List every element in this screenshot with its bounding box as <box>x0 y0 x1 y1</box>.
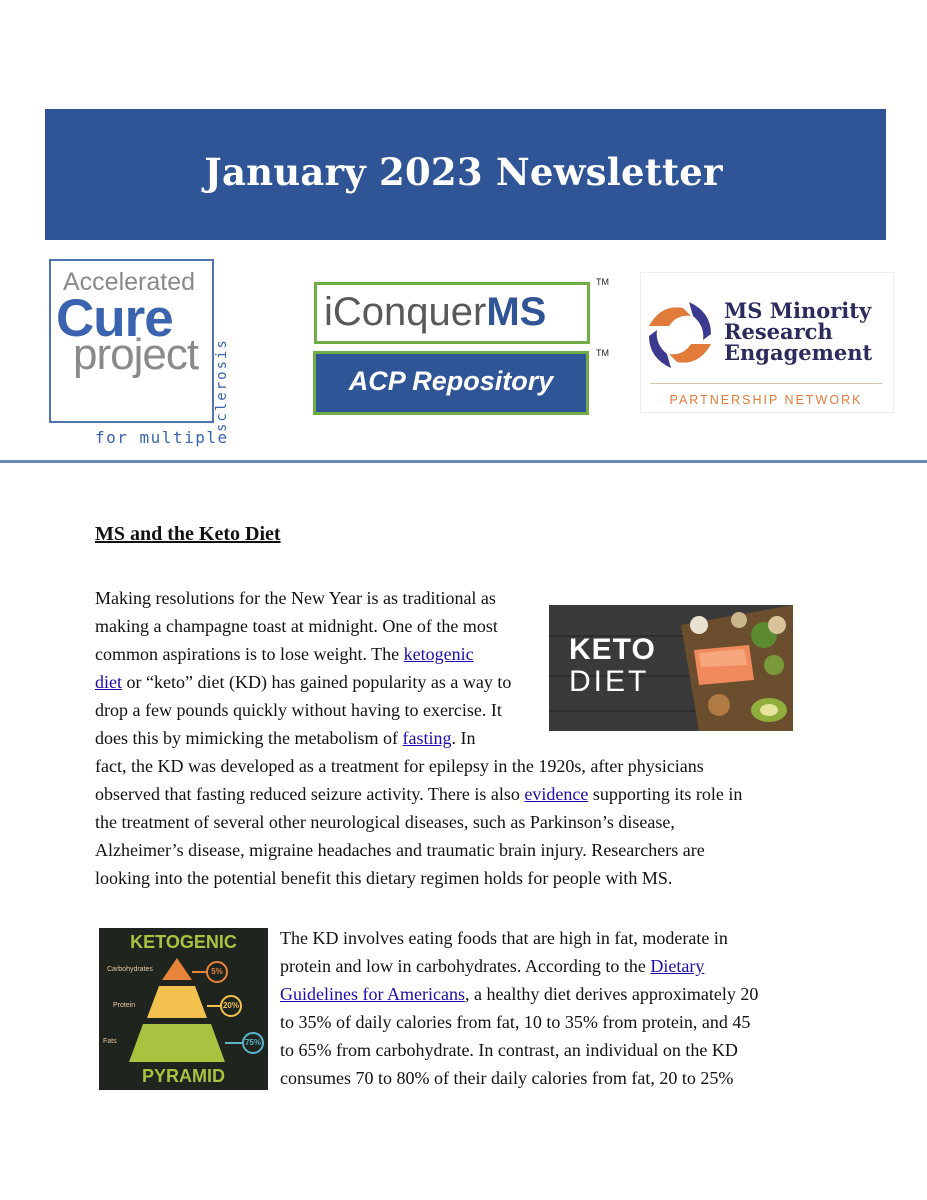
text-line <box>280 924 728 952</box>
text-run: or “keto” diet (KD) has gained popularity as a way to <box>122 672 512 692</box>
text-line <box>280 1064 733 1092</box>
text-line <box>280 952 704 980</box>
pyramid-pct-protein: 20% <box>222 1001 239 1010</box>
pyramid-title-bottom: PYRAMID <box>141 1066 225 1086</box>
text-run: to 65% from carbohydrate. In contrast, an individual on the KD <box>280 1040 738 1060</box>
text-run: Making resolutions for the New Year is as traditional as <box>95 588 496 608</box>
text-run: making a champagne toast at midnight. One of the most <box>95 616 498 636</box>
text-run: . In <box>451 728 476 748</box>
header-divider <box>0 460 927 463</box>
text-line <box>280 1036 738 1064</box>
text-line <box>95 864 672 892</box>
text-run: looking into the potential benefit this dietary regimen holds for people with MS. <box>95 868 673 888</box>
inline-link[interactable]: Guidelines for Americans <box>280 984 465 1004</box>
acp-logo-accelerated: Accelerated <box>63 268 196 296</box>
trademark-mark: TM <box>596 277 609 287</box>
text-line <box>280 1008 750 1036</box>
keto-image-word-diet: DIET <box>569 665 650 698</box>
article-title: MS and the Keto Diet <box>95 523 281 545</box>
pyramid-pct-carbohydrates: 5% <box>211 967 223 976</box>
text-line <box>95 584 496 612</box>
inline-link[interactable]: fasting <box>402 728 452 748</box>
acp-logo-project: project <box>73 330 199 379</box>
text-line <box>95 612 498 640</box>
inline-link[interactable]: diet <box>95 672 122 692</box>
msmrepn-logo-title: MS Minority Research Engagement <box>724 298 873 365</box>
text-line <box>280 980 758 1008</box>
text-run: the treatment of several other neurological diseases, such as Parkinson’s disease, <box>95 812 675 832</box>
text-line <box>95 836 705 864</box>
pyramid-label-fats: Fats <box>103 1038 117 1045</box>
text-run: supporting its role in <box>588 784 743 804</box>
msmrepn-divider <box>650 383 882 384</box>
pyramid-title-top: KETOGENIC <box>130 932 237 952</box>
text-line <box>95 696 502 724</box>
text-run: , a healthy diet derives approximately 20 <box>464 984 759 1004</box>
text-run: drop a few pounds quickly without having to exercise. It <box>95 700 502 720</box>
newsletter-title: January 2023 Newsletter <box>204 150 723 194</box>
acp-logo-sclerosis: sclerosis <box>214 338 230 432</box>
ketogenic-pyramid-image <box>99 928 268 1090</box>
text-run: to 35% of daily calories from fat, 10 to 35% from protein, and 45 <box>280 1012 751 1032</box>
text-run: does this by mimicking the metabolism of <box>95 728 403 748</box>
text-line <box>95 808 675 836</box>
acp-logo-for-multiple: for multiple <box>95 428 229 447</box>
inline-link[interactable]: Dietary <box>650 956 705 976</box>
pyramid-label-carbohydrates: Carbohydrates <box>107 966 153 973</box>
keto-image-word-keto: KETO <box>569 633 656 666</box>
text-line <box>95 640 474 668</box>
keto-diet-image <box>549 605 793 731</box>
text-run: protein and low in carbohydrates. According to the <box>280 956 651 976</box>
iconquer-logo-text: iConquerMS <box>324 290 547 334</box>
text-line <box>95 668 511 696</box>
text-run: observed that fasting reduced seizure activity. There is also <box>95 784 525 804</box>
inline-link[interactable]: evidence <box>524 784 589 804</box>
msmrepn-logo-subtitle: PARTNERSHIP NETWORK <box>669 393 863 407</box>
text-line <box>95 780 742 808</box>
trademark-mark: TM <box>596 348 609 358</box>
pyramid-label-protein: Protein <box>113 1002 136 1009</box>
text-run: fact, the KD was developed as a treatment for epilepsy in the 1920s, after physicians <box>95 756 704 776</box>
text-run: common aspirations is to lose weight. The <box>95 644 404 664</box>
text-run: Alzheimer’s disease, migraine headaches and traumatic brain injury. Researchers are <box>95 840 705 860</box>
pyramid-pct-fats: 75% <box>244 1038 261 1047</box>
text-run: consumes 70 to 80% of their daily calories from fat, 20 to 25% <box>280 1068 734 1088</box>
hands-icon <box>641 296 719 374</box>
text-line <box>95 724 475 752</box>
text-run: The KD involves eating foods that are high in fat, moderate in <box>280 928 728 948</box>
repository-logo-text: ACP Repository <box>348 366 554 396</box>
acp-logo-cure: Cure <box>56 289 173 348</box>
text-line <box>95 752 704 780</box>
inline-link[interactable]: ketogenic <box>403 644 474 664</box>
